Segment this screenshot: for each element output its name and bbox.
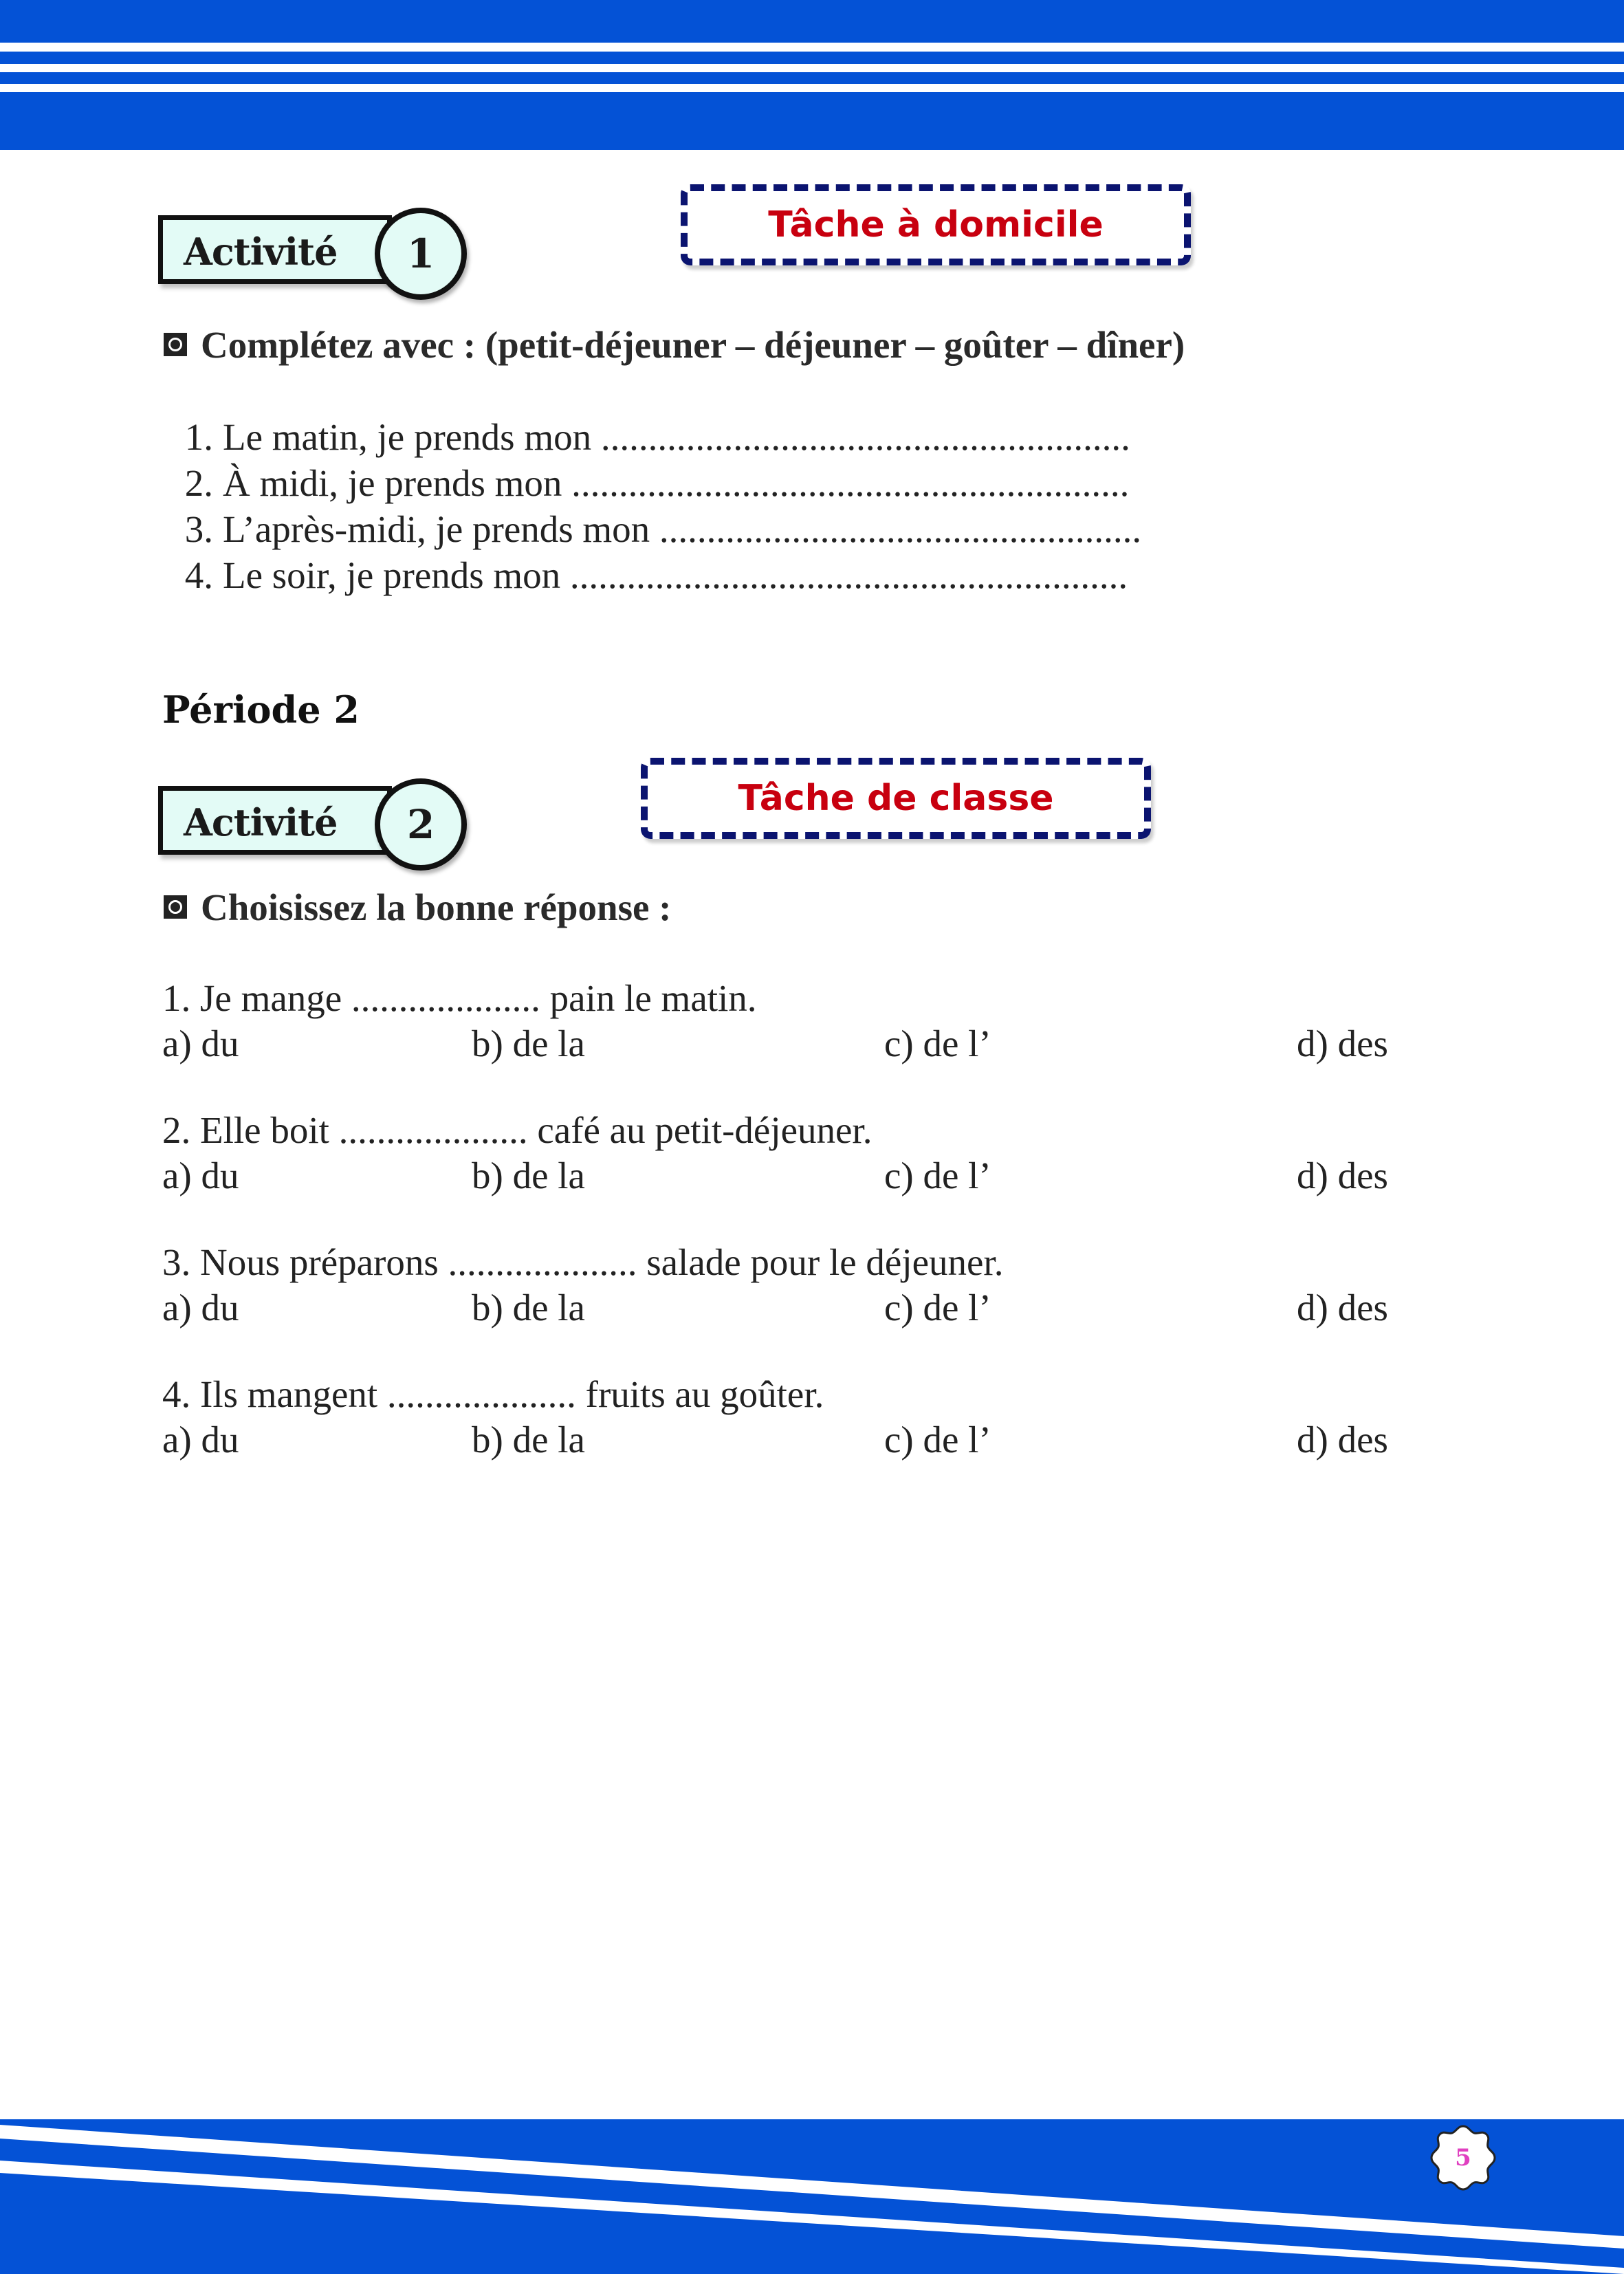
fill-line-3 xyxy=(164,507,1141,551)
question-1: 1. Je mange .................... pain le matin. xyxy=(162,977,757,1019)
activity-2-label: Activité xyxy=(184,800,338,844)
option-b: b) de la xyxy=(472,1155,585,1196)
activity-2-instruction: Choisissez la bonne réponse : xyxy=(201,886,672,928)
option-a: a) du xyxy=(162,1155,239,1196)
period-heading: Période 2 xyxy=(162,688,360,732)
task-class-box: Tâche de classe xyxy=(641,758,1151,839)
option-a: a) du xyxy=(162,1287,239,1329)
activity-1-badge xyxy=(158,215,392,284)
option-d: d) des xyxy=(1297,1023,1388,1064)
header-band xyxy=(0,0,1624,150)
question-2: 2. Elle boit .................... café au petit-déjeuner. xyxy=(162,1109,873,1151)
item-text: À midi, je prends mon ........................................................... xyxy=(223,462,1130,504)
activity-2-badge xyxy=(158,786,392,855)
item-text: Le matin, je prends mon ........................................................ xyxy=(223,416,1130,458)
task-home-box: Tâche à domicile xyxy=(681,184,1191,265)
item-text: L’après-midi, je prends mon ................................................... xyxy=(223,508,1142,550)
item-number: 3. xyxy=(184,508,213,550)
option-d: d) des xyxy=(1297,1287,1388,1329)
option-b: b) de la xyxy=(472,1287,585,1329)
option-c: c) de l’ xyxy=(884,1419,991,1461)
option-b: b) de la xyxy=(472,1419,585,1461)
option-d: d) des xyxy=(1297,1155,1388,1196)
option-b: b) de la xyxy=(472,1023,585,1064)
footer-band xyxy=(0,2118,1624,2274)
item-number: 1. xyxy=(184,416,213,458)
fill-line-2 xyxy=(164,461,1129,505)
fill-line-1 xyxy=(164,415,1130,459)
activity-2-number: 2 xyxy=(375,778,467,871)
item-number: 2. xyxy=(184,462,213,504)
option-c: c) de l’ xyxy=(884,1155,991,1196)
item-text: Le soir, je prends mon ........................................................... xyxy=(223,554,1128,596)
activity-1-instruction: Complétez avec : (petit-déjeuner – déjeuner – goûter – dîner) xyxy=(201,324,1185,366)
option-a: a) du xyxy=(162,1419,239,1461)
question-3: 3. Nous préparons .................... salade pour le déjeuner. xyxy=(162,1241,1004,1283)
activity-1-number: 1 xyxy=(375,208,467,300)
square-bullet-icon xyxy=(164,333,187,356)
question-4: 4. Ils mangent .................... fruits au goûter. xyxy=(162,1373,824,1415)
option-a: a) du xyxy=(162,1023,239,1064)
option-c: c) de l’ xyxy=(884,1287,991,1329)
activity-1-instruction-row xyxy=(164,323,1185,367)
square-bullet-icon xyxy=(164,895,187,919)
option-d: d) des xyxy=(1297,1419,1388,1461)
activity-1-label: Activité xyxy=(184,230,338,274)
option-c: c) de l’ xyxy=(884,1023,991,1064)
page-number: 5 xyxy=(1455,2144,1471,2172)
activity-2-instruction-row xyxy=(164,886,672,929)
fill-line-4 xyxy=(164,554,1128,597)
item-number: 4. xyxy=(184,554,213,596)
